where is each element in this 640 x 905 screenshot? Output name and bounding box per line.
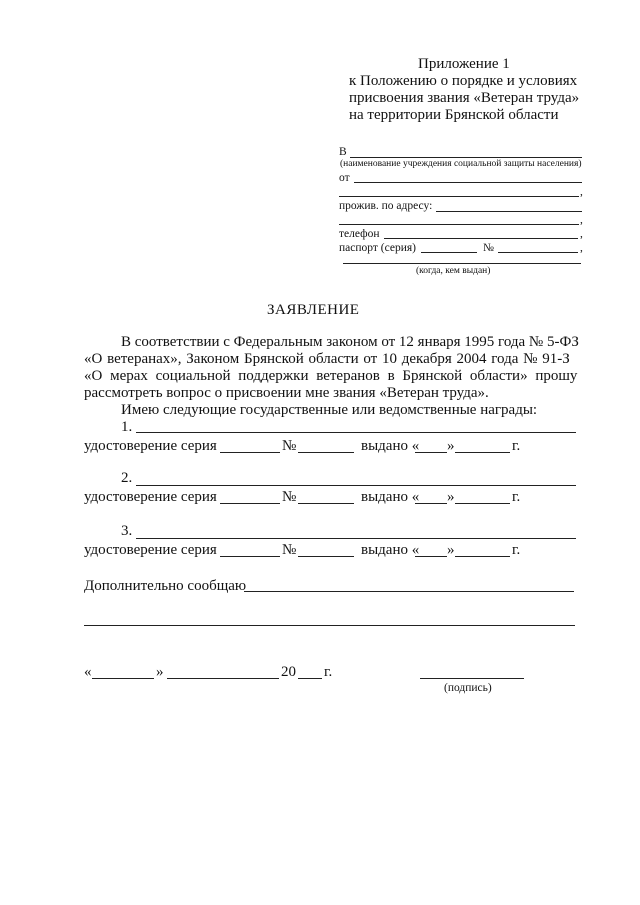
phone-field[interactable] <box>384 238 578 239</box>
appendix-line-2: к Положению о порядке и условиях <box>349 73 578 89</box>
appendix-line-4: на территории Брянской области <box>349 107 559 123</box>
phone-label: телефон <box>339 228 380 240</box>
cert-3-number-field[interactable] <box>298 556 354 557</box>
cert-3-number-sign: № <box>282 542 297 558</box>
cert-2-number-field[interactable] <box>298 503 354 504</box>
address-field-2[interactable] <box>339 224 579 225</box>
body-line-3: «О мерах социальной поддержки ветеранов в Брянской области» прошу <box>84 368 578 384</box>
awards-intro: Имею следующие государственные или ведомственные награды: <box>121 402 538 418</box>
cert-2-month-field[interactable] <box>455 503 510 504</box>
cert-3-issued: выдано « <box>361 542 420 558</box>
address-field[interactable] <box>436 211 582 212</box>
cert-2-number-sign: № <box>282 489 297 505</box>
signature-field[interactable] <box>420 678 524 679</box>
from-field[interactable] <box>354 182 582 183</box>
cert-3-close-quote: » <box>447 542 455 558</box>
passport-series-field[interactable] <box>421 252 477 253</box>
passport-label: паспорт (серия) <box>339 242 416 254</box>
appendix-title: Приложение 1 <box>418 56 510 72</box>
date-open-quote: « <box>84 664 92 680</box>
award-3-number: 3. <box>121 523 133 539</box>
additional-label: Дополнительно сообщаю <box>84 578 247 594</box>
passport-comma: , <box>580 242 583 254</box>
additional-field[interactable] <box>244 591 574 592</box>
date-year-suffix: г. <box>324 664 333 680</box>
cert-1-issued: выдано « <box>361 438 420 454</box>
cert-3-month-field[interactable] <box>455 556 510 557</box>
body-line-4: рассмотреть вопрос о присвоении мне звания «Ветеран труда». <box>84 385 489 401</box>
passport-number-field[interactable] <box>498 252 578 253</box>
cert-2-day-field[interactable] <box>415 503 447 504</box>
from-comma: , <box>580 186 583 198</box>
award-2-field[interactable] <box>136 485 576 486</box>
cert-1-series-field[interactable] <box>220 452 280 453</box>
appendix-line-3: присвоения звания «Ветеран труда» <box>349 90 580 106</box>
to-caption: (наименование учреждения социальной защиты населения) <box>340 159 582 169</box>
date-day-field[interactable] <box>92 678 154 679</box>
date-year-field[interactable] <box>298 678 322 679</box>
document-title: ЗАЯВЛЕНИЕ <box>267 302 360 318</box>
award-3-field[interactable] <box>136 538 576 539</box>
cert-2-series-field[interactable] <box>220 503 280 504</box>
cert-3-label: удостоверение серия <box>84 542 217 558</box>
cert-2-label: удостоверение серия <box>84 489 217 505</box>
date-month-field[interactable] <box>167 678 279 679</box>
cert-1-number-sign: № <box>282 438 297 454</box>
award-1-number: 1. <box>121 419 133 435</box>
cert-1-year-suffix: г. <box>512 438 521 454</box>
award-2-number: 2. <box>121 470 133 486</box>
cert-3-series-field[interactable] <box>220 556 280 557</box>
cert-2-year-suffix: г. <box>512 489 521 505</box>
passport-issued-field[interactable] <box>343 263 581 264</box>
cert-3-day-field[interactable] <box>415 556 447 557</box>
body-line-2: «О ветеранах», Законом Брянской области от 10 декабря 2004 года № 91-З <box>84 351 570 367</box>
to-label: В <box>339 146 347 158</box>
cert-1-label: удостоверение серия <box>84 438 217 454</box>
date-close-quote: » <box>156 664 164 680</box>
issued-caption: (когда, кем выдан) <box>416 266 491 276</box>
address-comma: , <box>580 214 583 226</box>
cert-2-close-quote: » <box>447 489 455 505</box>
cert-1-close-quote: » <box>447 438 455 454</box>
additional-field-2[interactable] <box>84 625 575 626</box>
cert-1-month-field[interactable] <box>455 452 510 453</box>
from-field-2[interactable] <box>339 196 579 197</box>
date-year-prefix: 20 <box>281 664 296 680</box>
from-label: от <box>339 172 350 184</box>
cert-3-year-suffix: г. <box>512 542 521 558</box>
award-1-field[interactable] <box>136 432 576 433</box>
signature-caption: (подпись) <box>444 682 492 694</box>
cert-1-day-field[interactable] <box>415 452 447 453</box>
address-label: прожив. по адресу: <box>339 200 433 212</box>
passport-number-sign: № <box>483 242 494 254</box>
cert-2-issued: выдано « <box>361 489 420 505</box>
body-line-1: В соответствии с Федеральным законом от 12 января 1995 года № 5-ФЗ <box>121 334 579 350</box>
phone-comma: , <box>580 228 583 240</box>
cert-1-number-field[interactable] <box>298 452 354 453</box>
